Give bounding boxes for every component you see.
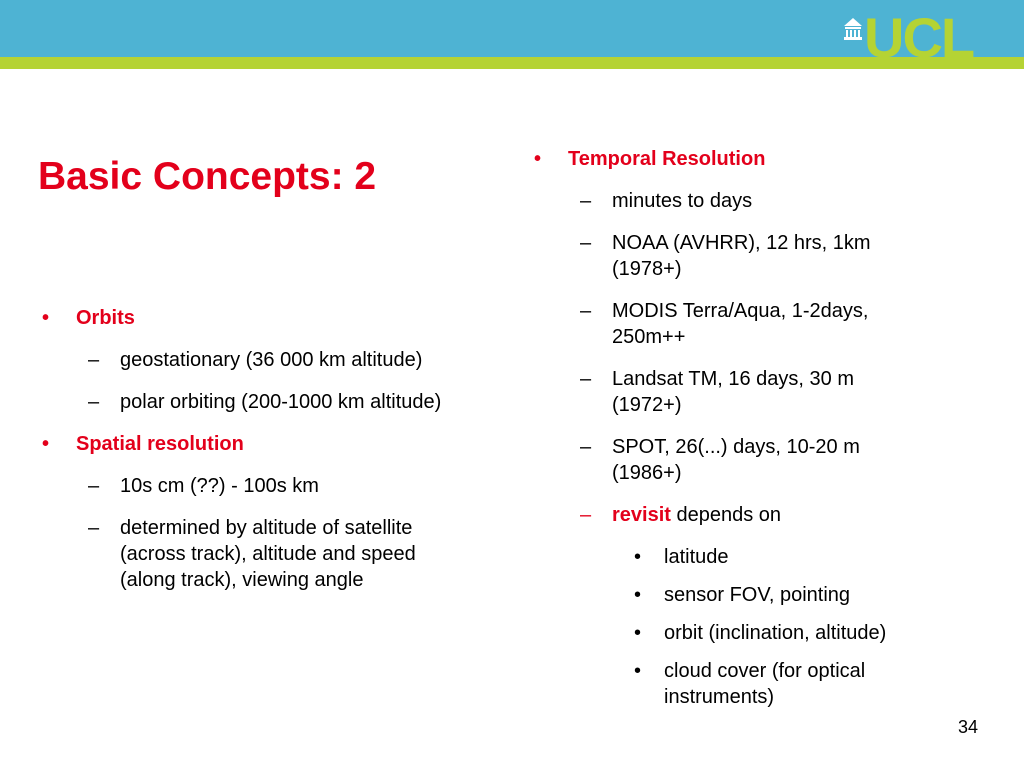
dash-icon: – xyxy=(88,517,100,539)
bullet-icon: • xyxy=(42,433,50,455)
item-text xyxy=(612,502,781,528)
dash-icon: – xyxy=(580,300,592,322)
list-item-revisit xyxy=(580,502,954,528)
slide-title: Basic Concepts: 2 xyxy=(38,155,377,198)
bullet-icon: • xyxy=(42,307,50,329)
dash-icon: – xyxy=(580,190,592,212)
dash-icon: – xyxy=(580,436,592,458)
list-item xyxy=(580,230,954,282)
bullet-icon: • xyxy=(534,148,542,170)
item-text: polar orbiting (200-1000 km altitude) xyxy=(120,391,442,413)
item-text: sensor FOV, pointing xyxy=(664,584,851,606)
item-text: orbit (inclination, altitude) xyxy=(664,622,887,644)
dash-icon: – xyxy=(580,368,592,390)
sub-list-item xyxy=(634,658,954,710)
dash-icon: – xyxy=(580,504,592,526)
item-text: NOAA (AVHRR), 12 hrs, 1km (1978+) xyxy=(612,232,871,280)
dash-icon: – xyxy=(580,232,592,254)
sub-list-item xyxy=(634,544,954,570)
sub-list-item xyxy=(634,582,954,608)
list-item xyxy=(580,188,954,214)
dash-icon: – xyxy=(88,391,100,413)
item-text: latitude xyxy=(664,546,729,568)
list-item xyxy=(88,515,502,593)
temporal-heading: Temporal Resolution xyxy=(568,148,766,170)
dash-icon: – xyxy=(88,349,100,371)
ucl-logo xyxy=(844,6,974,69)
bullet-orbits xyxy=(42,305,502,331)
portico-icon xyxy=(844,18,862,40)
item-text: 10s cm (??) - 100s km xyxy=(120,475,319,497)
right-column xyxy=(534,146,954,722)
item-text: Landsat TM, 16 days, 30 m (1972+) xyxy=(612,368,854,416)
item-text: minutes to days xyxy=(612,190,753,212)
sub-list-item xyxy=(634,620,954,646)
bullet-icon: • xyxy=(634,622,642,644)
revisit-rest: depends on xyxy=(670,504,782,526)
page-number: 34 xyxy=(957,717,978,737)
item-text: determined by altitude of satellite (across track), altitude and speed (along track), viewing angle xyxy=(120,517,416,591)
logo-text: UCL xyxy=(864,6,974,69)
item-text: MODIS Terra/Aqua, 1-2days, 250m++ xyxy=(612,300,869,348)
bullet-icon: • xyxy=(634,660,642,682)
dash-icon: – xyxy=(88,475,100,497)
item-text: SPOT, 26(...) days, 10-20 m (1986+) xyxy=(612,436,860,484)
bullet-spatial xyxy=(42,431,502,457)
revisit-keyword: revisit xyxy=(612,504,671,526)
item-text: cloud cover (for optical instruments) xyxy=(664,660,866,708)
bullet-icon: • xyxy=(634,546,642,568)
list-item xyxy=(580,298,954,350)
bullet-temporal xyxy=(534,146,954,172)
list-item xyxy=(88,389,502,415)
item-text: geostationary (36 000 km altitude) xyxy=(120,349,423,371)
list-item xyxy=(580,434,954,486)
orbits-heading: Orbits xyxy=(76,307,135,329)
spatial-heading: Spatial resolution xyxy=(76,433,244,455)
list-item xyxy=(580,366,954,418)
bullet-icon: • xyxy=(634,584,642,606)
left-column xyxy=(42,305,502,609)
list-item xyxy=(88,473,502,499)
list-item xyxy=(88,347,502,373)
